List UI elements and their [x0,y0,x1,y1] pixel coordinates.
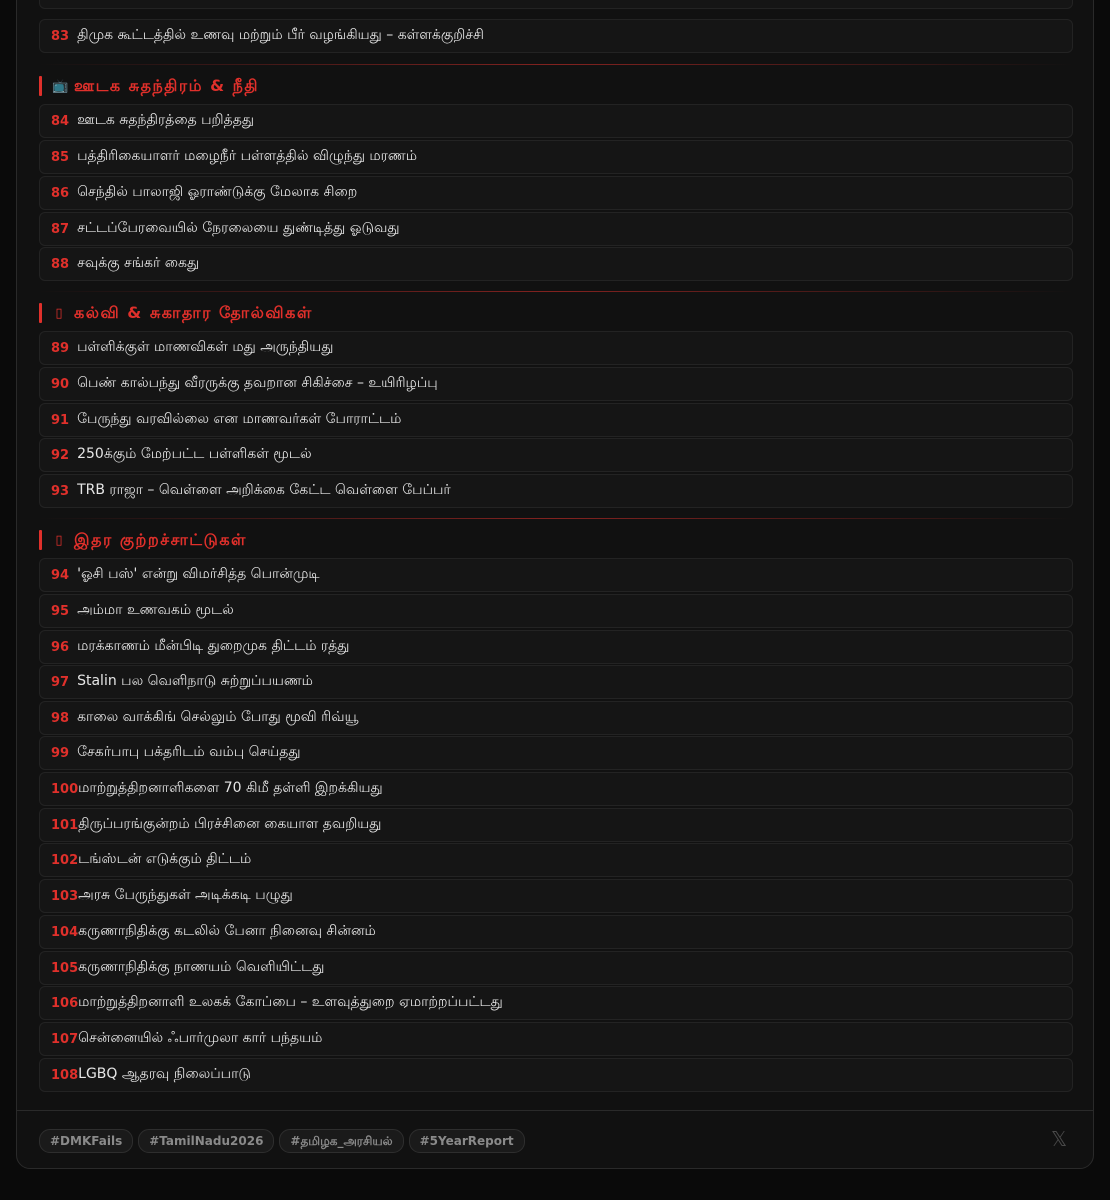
item-text: சேகர்பாபு பக்தரிடம் வம்பு செய்தது [77,744,301,760]
item-text: திமுக கூட்டத்தில் உணவு மற்றும் பீர் வழங்கியது – கள்ளக்குறிச்சி [77,27,485,43]
item-number: 94 [51,567,70,583]
card-footer [17,1110,1094,1169]
list-item [39,247,1073,281]
item-number: 85 [51,149,70,165]
item-text: காலை வாக்கிங் செல்லும் போது மூவி ரிவ்யூ [77,709,359,725]
item-number: 99 [51,745,70,761]
hashtag-tamil-politics[interactable]: #தமிழக_அரசியல் [279,1129,403,1153]
item-text: டங்ஸ்டன் எடுக்கும் திட்டம் [78,851,252,867]
item-number: 95 [51,603,70,619]
item-number: 102 [51,852,79,868]
section-title: ஊடக சுதந்திரம் & நீதி [74,75,260,95]
item-text: 250க்கும் மேற்பட்ட பள்ளிகள் மூடல் [77,446,312,462]
item-text: செந்தில் பாலாஜி ஓராண்டுக்கு மேலாக சிறை [77,184,358,200]
list-item [39,736,1073,770]
list-item [39,843,1073,877]
item-text: பள்ளிக்குள் மாணவிகள் மது அருந்தியது [77,339,334,355]
item-number: 105 [51,960,79,976]
section-header-education [39,301,1073,325]
item-number: 96 [51,639,70,655]
warning-icon: ▯ [55,532,63,548]
list-item [39,630,1073,664]
item-text: LGBQ ஆதரவு நிலைப்பாடு [78,1066,251,1082]
section-divider [39,64,1073,65]
section-accent-bar [39,530,42,550]
item-number: 84 [51,113,70,129]
hashtag-5yearreport[interactable]: #5YearReport [409,1129,525,1153]
list-item [39,558,1073,592]
item-text: 'ஓசி பஸ்' என்று விமர்சித்த பொன்முடி [77,566,320,582]
list-item [39,772,1073,806]
item-text: மாற்றுத்திறனாளிகளை 70 கிமீ தள்ளி இறக்கியது [78,780,383,796]
item-number: 107 [51,1031,79,1047]
list-item [39,367,1073,401]
item-text: அம்மா உணவகம் மூடல் [77,602,234,618]
item-number: 98 [51,710,70,726]
item-number: 83 [51,28,70,44]
item-number: 90 [51,376,70,392]
section-header-media [39,74,1073,98]
item-number: 101 [51,817,79,833]
list-item [39,915,1073,949]
item-number: 104 [51,924,79,940]
list-item [39,331,1073,365]
item-text: சட்டப்பேரவையில் நேரலையை துண்டித்து ஓடுவது [77,220,400,236]
item-text: சவுக்கு சங்கர் கைது [77,255,200,271]
education-icon: ▯ [55,305,63,321]
item-number: 89 [51,340,70,356]
list-item [39,212,1073,246]
item-number: 87 [51,221,70,237]
list-item [39,665,1073,699]
list-item [39,808,1073,842]
item-number: 106 [51,995,79,1011]
item-number: 88 [51,256,70,272]
item-text: பத்திரிகையாளர் மழைநீர் பள்ளத்தில் விழுந்து மரணம் [77,148,417,164]
item-number: 86 [51,185,70,201]
section-divider [39,518,1073,519]
hashtag-tamilnadu2026[interactable]: #TamilNadu2026 [138,1129,274,1153]
section-divider [39,291,1073,292]
list-item [39,176,1073,210]
list-item [39,474,1073,508]
hashtag-dmkfails[interactable]: #DMKFails [39,1129,133,1153]
section-title: இதர குற்றச்சாட்டுகள் [74,529,247,549]
section-title: கல்வி & சுகாதார தோல்விகள் [74,302,313,322]
item-text: திருப்பரங்குன்றம் பிரச்சினை கையாள தவறியது [78,816,382,832]
item-text: கருணாநிதிக்கு கடலில் பேனா நினைவு சின்னம் [78,923,376,939]
item-number: 97 [51,674,70,690]
list-item [39,701,1073,735]
list-item [39,0,1073,9]
list-item [39,951,1073,985]
item-text: TRB ராஜா – வெள்ளை அறிக்கை கேட்ட வெள்ளை பேப்பர் [77,482,451,498]
item-number: 108 [51,1067,79,1083]
list-item [39,438,1073,472]
list-item [39,879,1073,913]
list-item [39,594,1073,628]
item-text [69,0,430,1]
x-logo-icon: 𝕏 [1051,1127,1068,1151]
list-item [39,403,1073,437]
item-text: கருணாநிதிக்கு நாணயம் வெளியிட்டது [78,959,325,975]
list-item [39,1058,1073,1092]
section-accent-bar [39,76,42,96]
item-number: 92 [51,447,70,463]
section-header-other [39,528,1073,552]
list-item [39,19,1073,53]
item-text: ஊடக சுதந்திரத்தை பறித்தது [77,112,254,128]
item-number: 93 [51,483,70,499]
list-item [39,104,1073,138]
list-item [39,140,1073,174]
hashtag-list [39,1129,525,1153]
list-item [39,986,1073,1020]
section-accent-bar [39,303,42,323]
list-item [39,1022,1073,1056]
item-text: பெண் கால்பந்து வீரருக்கு தவறான சிகிச்சை – உயிரிழப்பு [77,375,438,391]
item-text: மரக்காணம் மீன்பிடி துறைமுக திட்டம் ரத்து [77,638,350,654]
item-number: 100 [51,781,79,797]
tv-icon: 📺 [52,78,69,94]
item-number: 91 [51,412,70,428]
item-text: பேருந்து வரவில்லை என மாணவர்கள் போராட்டம் [77,411,402,427]
item-text: மாற்றுத்திறனாளி உலகக் கோப்பை – உளவுத்துறை ஏமாற்றப்பட்டது [78,994,503,1010]
item-text: Stalin பல வெளிநாடு சுற்றுப்பயணம் [77,673,313,689]
item-number: 103 [51,888,79,904]
item-text: அரசு பேருந்துகள் அடிக்கடி பழுது [78,887,293,903]
report-card [16,0,1094,1169]
item-text: சென்னையில் ஃபார்முலா கார் பந்தயம் [78,1030,323,1046]
